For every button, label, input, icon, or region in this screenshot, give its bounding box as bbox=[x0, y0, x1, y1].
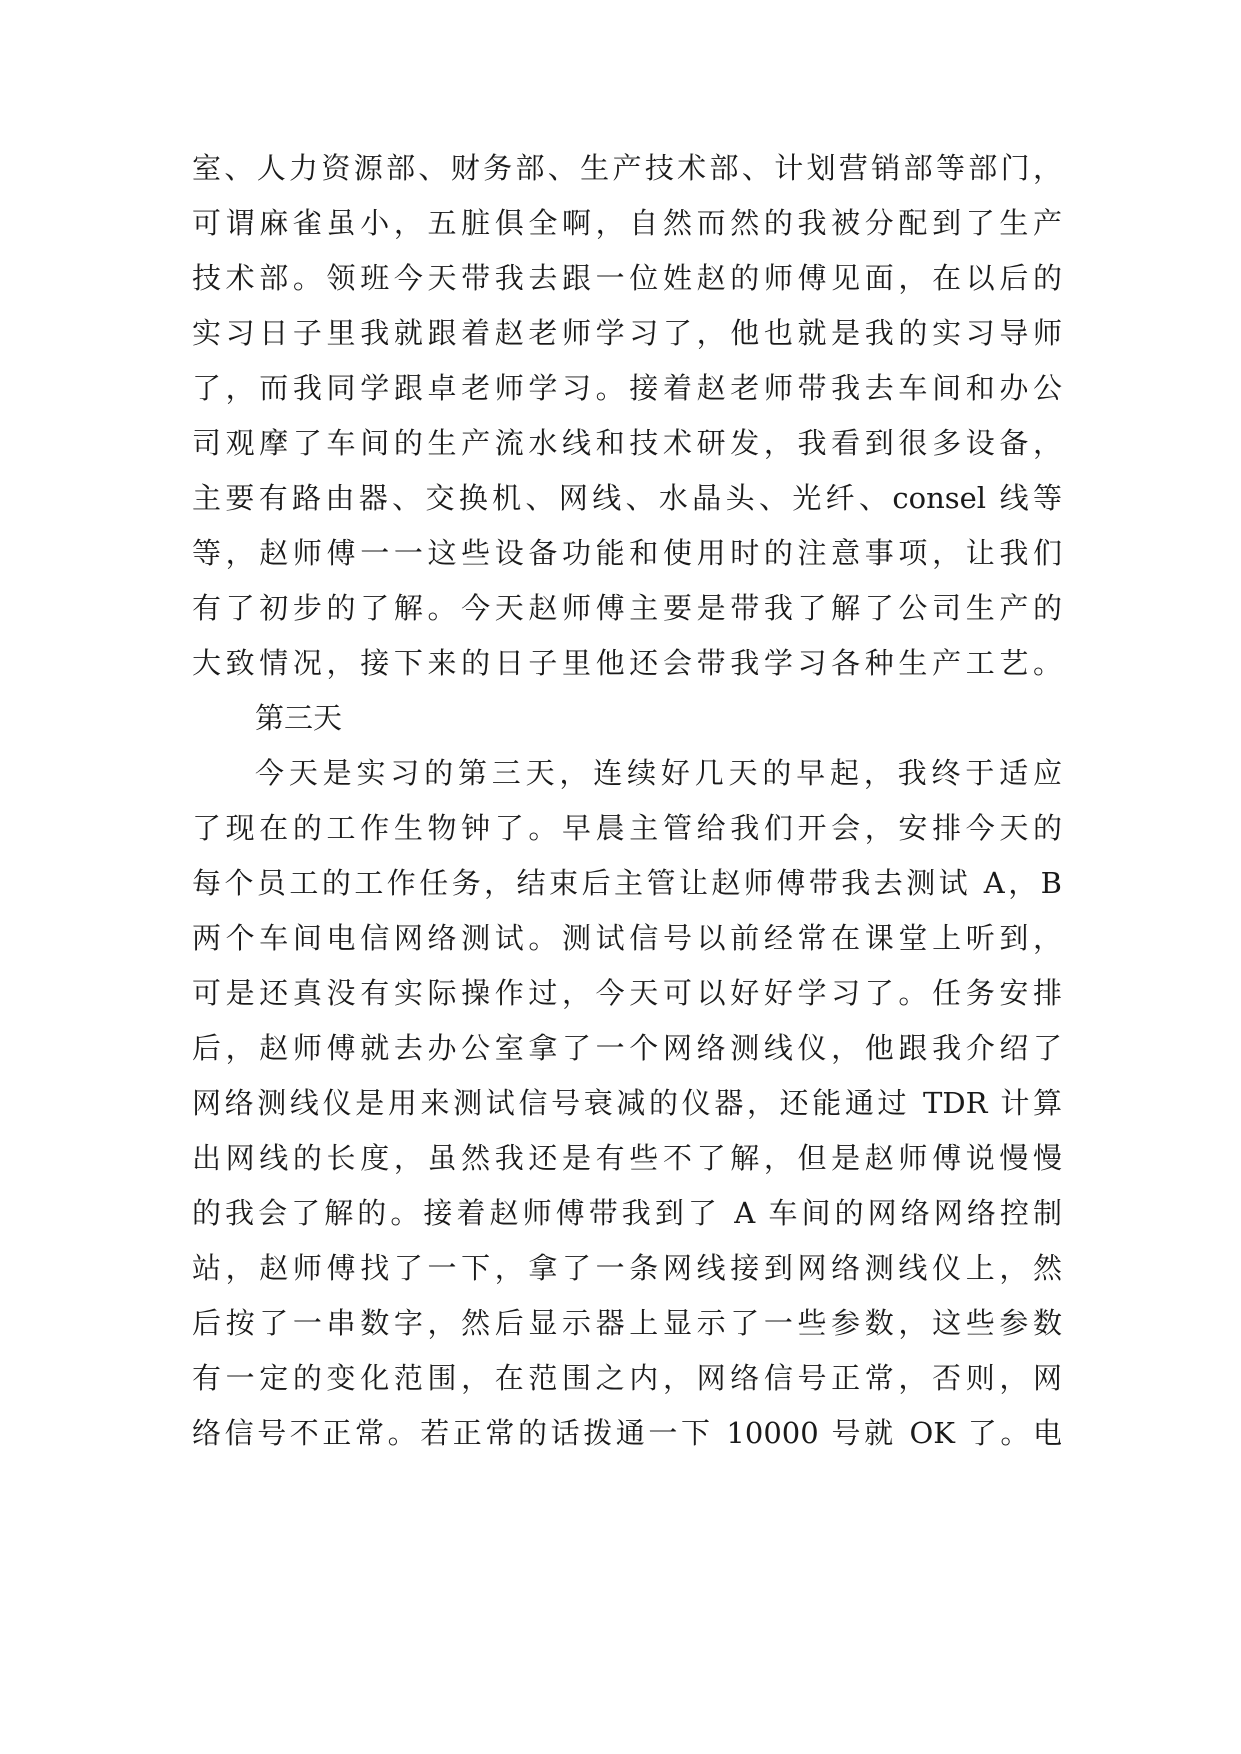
text-line: 今天是实习的第三天，连续好几天的早起，我终于适应 bbox=[255, 756, 1062, 790]
text-line: 实习日子里我就跟着赵老师学习了，他也就是我的实习导师 bbox=[192, 316, 1062, 350]
text-line: 站，赵师傅找了一下，拿了一条网线接到网络测线仪上，然 bbox=[192, 1251, 1062, 1285]
text-line: 有了初步的了解。今天赵师傅主要是带我了解了公司生产的 bbox=[192, 591, 1062, 625]
text-line: 有一定的变化范围，在范围之内，网络信号正常，否则，网 bbox=[192, 1361, 1062, 1395]
section-heading: 第三天 bbox=[255, 701, 343, 735]
text-line: 网络测线仪是用来测试信号衰减的仪器，还能通过 TDR 计算 bbox=[192, 1086, 1062, 1120]
text-line: 主要有路由器、交换机、网线、水晶头、光纤、consel 线等 bbox=[192, 481, 1062, 515]
text-line: 出网线的长度，虽然我还是有些不了解，但是赵师傅说慢慢 bbox=[192, 1141, 1062, 1175]
text-line: 了现在的工作生物钟了。早晨主管给我们开会，安排今天的 bbox=[192, 811, 1062, 845]
text-line: 司观摩了车间的生产流水线和技术研发，我看到很多设备， bbox=[192, 426, 1062, 460]
text-line: 可谓麻雀虽小，五脏俱全啊，自然而然的我被分配到了生产 bbox=[192, 206, 1062, 240]
text-line: 等，赵师傅一一这些设备功能和使用时的注意事项，让我们 bbox=[192, 536, 1062, 570]
text-line: 室、人力资源部、财务部、生产技术部、计划营销部等部门， bbox=[192, 151, 1062, 185]
text-line: 了，而我同学跟卓老师学习。接着赵老师带我去车间和办公 bbox=[192, 371, 1062, 405]
text-line: 每个员工的工作任务，结束后主管让赵师傅带我去测试 A，B bbox=[192, 866, 1062, 900]
text-line: 两个车间电信网络测试。测试信号以前经常在课堂上听到， bbox=[192, 921, 1062, 955]
text-line: 可是还真没有实际操作过，今天可以好好学习了。任务安排 bbox=[192, 976, 1062, 1010]
text-line: 大致情况，接下来的日子里他还会带我学习各种生产工艺。 bbox=[192, 646, 1062, 680]
text-line: 的我会了解的。接着赵师傅带我到了 A 车间的网络网络控制 bbox=[192, 1196, 1062, 1230]
text-line: 络信号不正常。若正常的话拨通一下 10000 号就 OK 了。电 bbox=[192, 1416, 1062, 1450]
text-line: 技术部。领班今天带我去跟一位姓赵的师傅见面，在以后的 bbox=[192, 261, 1062, 295]
text-line: 后按了一串数字，然后显示器上显示了一些参数，这些参数 bbox=[192, 1306, 1062, 1340]
text-line: 后，赵师傅就去办公室拿了一个网络测线仪，他跟我介绍了 bbox=[192, 1031, 1062, 1065]
